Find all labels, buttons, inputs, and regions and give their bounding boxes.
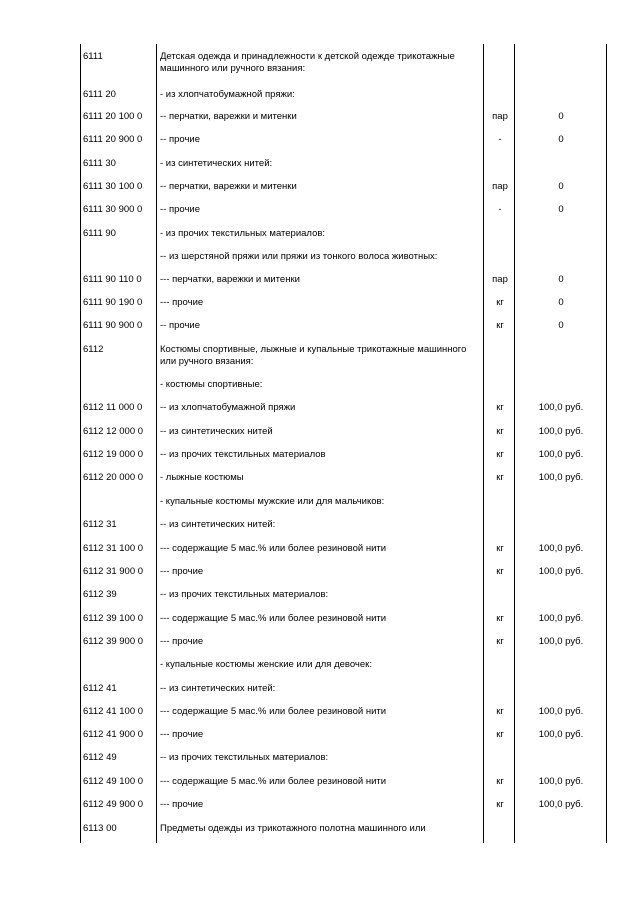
goods-description: -- из прочих текстильных материалов: (160, 752, 329, 763)
unit-of-measure: - (498, 204, 502, 215)
duty-rate: 100,0 руб. (538, 472, 584, 483)
column-divider (514, 44, 515, 843)
hs-code: 6112 12 000 0 (83, 426, 144, 437)
hs-code: 6111 30 (83, 158, 116, 169)
hs-code: 6111 20 100 0 (83, 111, 143, 122)
goods-description: - из прочих текстильных материалов: (160, 228, 326, 239)
unit-of-measure: кг (496, 799, 504, 810)
goods-description: -- прочие (160, 134, 201, 145)
unit-of-measure: кг (496, 706, 504, 717)
duty-rate: 0 (558, 274, 564, 285)
hs-code: 6112 39 (83, 589, 117, 600)
goods-description: -- из синтетических нитей (160, 426, 273, 437)
unit-of-measure: кг (496, 320, 504, 331)
goods-description: -- из хлопчатобумажной пряжи (160, 402, 296, 413)
goods-description: -- из синтетических нитей: (160, 683, 276, 694)
goods-description: - купальные костюмы мужские или для мальчиков: (160, 496, 385, 507)
goods-description: - купальные костюмы женские или для девочек: (160, 659, 372, 670)
column-divider (606, 44, 607, 843)
goods-description: --- перчатки, варежки и митенки (160, 274, 300, 285)
goods-description: -- прочие (160, 320, 201, 331)
hs-code: 6111 30 100 0 (83, 181, 143, 192)
unit-of-measure: кг (496, 297, 504, 308)
hs-code: 6112 11 000 0 (83, 402, 143, 413)
duty-rate: 0 (558, 111, 564, 122)
duty-rate: 100,0 руб. (538, 449, 584, 460)
duty-rate: 100,0 руб. (538, 729, 584, 740)
goods-description: --- прочие (160, 799, 204, 810)
goods-description: --- содержащие 5 мас.% или более резиновой нити (160, 543, 387, 554)
goods-description: - костюмы спортивные: (160, 379, 263, 390)
duty-rate: 100,0 руб. (538, 636, 584, 647)
duty-rate: 0 (558, 320, 564, 331)
unit-of-measure: кг (496, 426, 504, 437)
goods-description: - лыжные костюмы (160, 472, 244, 483)
goods-description: --- прочие (160, 729, 204, 740)
goods-description: -- из синтетических нитей: (160, 519, 276, 530)
hs-code: 6111 90 (83, 228, 116, 239)
hs-code: 6112 49 100 0 (83, 776, 144, 787)
goods-description: -- из шерстяной пряжи или пряжи из тонкого волоса животных: (160, 251, 438, 262)
hs-code: 6112 49 900 0 (83, 799, 144, 810)
duty-rate: 100,0 руб. (538, 566, 584, 577)
duty-rate: 100,0 руб. (538, 426, 584, 437)
duty-rate: 100,0 руб. (538, 799, 584, 810)
hs-code: 6112 41 900 0 (83, 729, 144, 740)
hs-code: 6111 20 900 0 (83, 134, 143, 145)
unit-of-measure: пар (492, 274, 508, 285)
goods-description: Детская одежда и принадлежности к детской одежде трикотажные машинного или ручного вязания: (160, 51, 455, 74)
unit-of-measure: кг (496, 776, 504, 787)
goods-description: Предметы одежды из трикотажного полотна машинного или (160, 823, 426, 834)
duty-rate: 0 (558, 181, 564, 192)
hs-code: 6111 30 900 0 (83, 204, 143, 215)
goods-description: -- из прочих текстильных материалов (160, 449, 326, 460)
hs-code: 6111 90 190 0 (83, 297, 143, 308)
hs-code: 6111 90 110 0 (83, 274, 142, 285)
column-divider (80, 44, 81, 843)
unit-of-measure: кг (496, 472, 504, 483)
duty-rate: 100,0 руб. (538, 776, 584, 787)
duty-rate: 0 (558, 297, 564, 308)
goods-description: -- прочие (160, 204, 201, 215)
unit-of-measure: кг (496, 566, 504, 577)
column-divider (483, 44, 484, 843)
hs-code: 6111 90 900 0 (83, 320, 143, 331)
unit-of-measure: кг (496, 636, 504, 647)
hs-code: 6112 31 100 0 (83, 543, 144, 554)
duty-rate: 100,0 руб. (538, 613, 584, 624)
goods-description: --- содержащие 5 мас.% или более резиновой нити (160, 613, 387, 624)
duty-rate: 100,0 руб. (538, 543, 584, 554)
goods-description: --- прочие (160, 636, 204, 647)
unit-of-measure: - (498, 134, 502, 145)
hs-code: 6112 (83, 344, 104, 355)
goods-description: -- перчатки, варежки и митенки (160, 111, 297, 122)
duty-rate: 0 (558, 134, 564, 145)
hs-code: 6112 31 (83, 519, 117, 530)
hs-code: 6111 (83, 51, 103, 62)
unit-of-measure: кг (496, 402, 504, 413)
hs-code: 6112 41 (83, 683, 117, 694)
hs-code: 6112 39 100 0 (83, 613, 144, 624)
unit-of-measure: пар (492, 111, 508, 122)
hs-code: 6112 49 (83, 752, 117, 763)
goods-description: --- содержащие 5 мас.% или более резиновой нити (160, 706, 387, 717)
goods-description: -- перчатки, варежки и митенки (160, 181, 297, 192)
goods-description: - из синтетических нитей: (160, 158, 273, 169)
hs-code: 6113 00 (83, 823, 117, 834)
hs-code: 6112 19 000 0 (83, 449, 144, 460)
unit-of-measure: кг (496, 613, 504, 624)
hs-code: 6112 20 000 0 (83, 472, 144, 483)
unit-of-measure: кг (496, 543, 504, 554)
hs-code: 6112 41 100 0 (83, 706, 144, 717)
hs-code: 6112 31 900 0 (83, 566, 144, 577)
goods-description: Костюмы спортивные, лыжные и купальные трикотажные машинного или ручного вязания: (160, 344, 467, 367)
hs-code: 6112 39 900 0 (83, 636, 144, 647)
goods-description: --- содержащие 5 мас.% или более резиновой нити (160, 776, 387, 787)
unit-of-measure: пар (492, 181, 508, 192)
goods-description: --- прочие (160, 297, 204, 308)
goods-description: -- из прочих текстильных материалов: (160, 589, 329, 600)
hs-code: 6111 20 (83, 89, 116, 100)
duty-rate: 100,0 руб. (538, 402, 584, 413)
duty-rate: 0 (558, 204, 564, 215)
goods-description: - из хлопчатобумажной пряжи: (160, 89, 295, 100)
duty-rate: 100,0 руб. (538, 706, 584, 717)
unit-of-measure: кг (496, 449, 504, 460)
goods-description: --- прочие (160, 566, 204, 577)
unit-of-measure: кг (496, 729, 504, 740)
